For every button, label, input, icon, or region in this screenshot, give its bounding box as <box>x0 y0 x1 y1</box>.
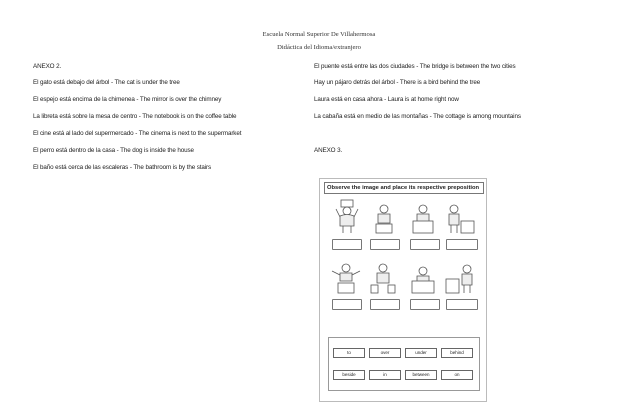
word-behind[interactable]: behind <box>441 348 473 358</box>
figure-behind-box <box>410 203 436 235</box>
word-to[interactable]: to <box>333 348 365 358</box>
word-over[interactable]: over <box>369 348 401 358</box>
word-between[interactable]: between <box>405 370 437 380</box>
word-on[interactable]: on <box>441 370 473 380</box>
preposition-worksheet <box>319 178 487 402</box>
answer-box-5[interactable] <box>332 299 362 310</box>
sentence-left-3: La libreta está sobre la mesa de centro - The notebook is on the coffee table <box>33 113 237 120</box>
sentence-right-1: El puente está entre las dos ciudades - The bridge is between the two cities <box>314 63 516 70</box>
answer-box-4[interactable] <box>446 239 478 250</box>
figure-beside-box <box>446 203 476 235</box>
sentence-left-1: El gato está debajo del árbol - The cat is under the tree <box>33 79 180 86</box>
figure-sitting-on-box <box>372 203 396 235</box>
word-bank <box>328 337 480 391</box>
worksheet-title: Observe the image and place its respective preposition <box>324 182 484 194</box>
sentence-right-4: La cabaña está en medio de las montañas - The cottage is among mountains <box>314 113 521 120</box>
figure-in-box <box>408 263 438 295</box>
course-name: Didáctica del Idioma/extranjero <box>277 44 361 51</box>
word-in[interactable]: in <box>369 370 401 380</box>
figure-next-to-box <box>444 263 476 295</box>
figure-box-on-head <box>334 199 360 235</box>
sentence-right-3: Laura está en casa ahora - Laura is at home right now <box>314 96 459 103</box>
answer-box-1[interactable] <box>332 239 362 250</box>
sentence-left-2: El espejo está encima de la chimenea - The mirror is over the chimney <box>33 96 222 103</box>
answer-box-7[interactable] <box>410 299 440 310</box>
sentence-left-6: El baño está cerca de las escaleras - The bathroom is by the stairs <box>33 164 212 171</box>
anexo-2-heading: ANEXO 2. <box>33 63 62 70</box>
word-beside[interactable]: beside <box>333 370 365 380</box>
anexo-3-heading: ANEXO 3. <box>314 147 343 154</box>
figure-between-boxes <box>370 263 396 295</box>
word-under[interactable]: under <box>405 348 437 358</box>
answer-box-8[interactable] <box>446 299 478 310</box>
answer-box-6[interactable] <box>370 299 400 310</box>
sentence-left-4: El cine está al lado del supermercado - The cinema is next to the supermarket <box>33 130 242 137</box>
sentence-left-5: El perro está dentro de la casa - The dog is inside the house <box>33 147 194 154</box>
sentence-right-2: Hay un pájaro detrás del árbol - There is a bird behind the tree <box>314 79 481 86</box>
answer-box-2[interactable] <box>370 239 400 250</box>
answer-box-3[interactable] <box>410 239 440 250</box>
school-name: Escuela Normal Superior De Villahermosa <box>262 31 376 38</box>
figure-box-under-person <box>330 263 362 295</box>
